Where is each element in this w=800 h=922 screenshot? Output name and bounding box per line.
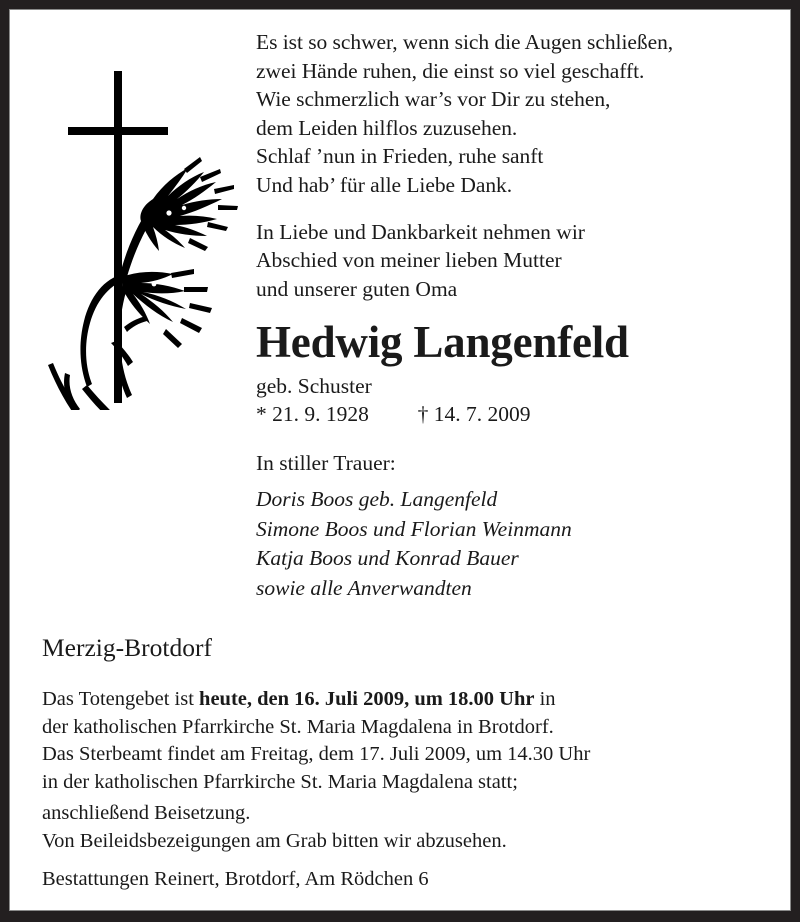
birth-date: 21. 9. 1928 — [272, 402, 369, 427]
mourner-name: Katja Boos und Konrad Bauer — [256, 546, 519, 571]
funeral-arrangements — [42, 686, 758, 855]
memorial-verse — [256, 28, 791, 200]
undertaker-line: Bestattungen Reinert, Brotdorf, Am Rödchen 6 — [42, 868, 429, 890]
death-symbol: † — [417, 402, 429, 427]
notice-sheet — [10, 10, 790, 910]
notice-frame — [9, 9, 791, 911]
mass-line: Das Sterbeamt findet am Freitag, dem 17. Juli 2009, um 14.30 Uhr — [42, 743, 591, 765]
verse-line: Schlaf ’nun in Frieden, ruhe sanft — [256, 144, 544, 169]
prayer-suffix: in — [534, 688, 556, 710]
mourner-name: sowie alle Anverwandten — [256, 575, 472, 600]
verse-line: Und hab’ für alle Liebe Dank. — [256, 172, 513, 197]
verse-line: dem Leiden hilflos zuzusehen. — [256, 115, 518, 140]
maiden-name: geb. Schuster — [256, 374, 372, 399]
dedication-line: und unserer guten Oma — [256, 276, 458, 301]
mourning-heading: In stiller Trauer: — [256, 451, 396, 476]
dedication-line: In Liebe und Dankbarkeit nehmen wir — [256, 219, 585, 244]
prayer-datetime: heute, den 16. Juli 2009, um 18.00 Uhr — [199, 688, 535, 710]
mass-location-line: in der katholischen Pfarrkirche St. Maria Magdalena statt; — [42, 770, 518, 793]
birth-symbol: * — [256, 402, 267, 427]
notice-text-column — [256, 28, 791, 603]
mourner-name: Doris Boos geb. Langenfeld — [256, 487, 498, 512]
cross-with-wheat-ears-icon — [32, 65, 247, 410]
dedication-line: Abschied von meiner lieben Mutter — [256, 248, 562, 273]
condolence-line: Von Beileidsbezeigungen am Grab bitten wir abzusehen. — [42, 829, 507, 852]
prayer-location-line: der katholischen Pfarrkirche St. Maria Magdalena in Brotdorf. — [42, 715, 554, 738]
place-heading: Merzig-Brotdorf — [42, 633, 212, 662]
prayer-prefix: Das Totengebet ist — [42, 688, 200, 710]
verse-line: zwei Hände ruhen, die einst so viel geschafft. — [256, 58, 645, 83]
mourner-list — [256, 485, 791, 603]
dedication-text — [256, 218, 791, 304]
verse-line: Es ist so schwer, wenn sich die Augen schließen, — [256, 30, 674, 54]
burial-line: anschließend Beisetzung. — [42, 802, 251, 824]
verse-line: Wie schmerzlich war’s vor Dir zu stehen, — [256, 87, 611, 112]
life-dates — [256, 401, 791, 428]
death-date: 14. 7. 2009 — [433, 402, 531, 427]
mourner-name: Simone Boos und Florian Weinmann — [256, 516, 572, 541]
deceased-name: Hedwig Langenfeld — [256, 317, 629, 368]
prayer-line — [42, 686, 758, 714]
